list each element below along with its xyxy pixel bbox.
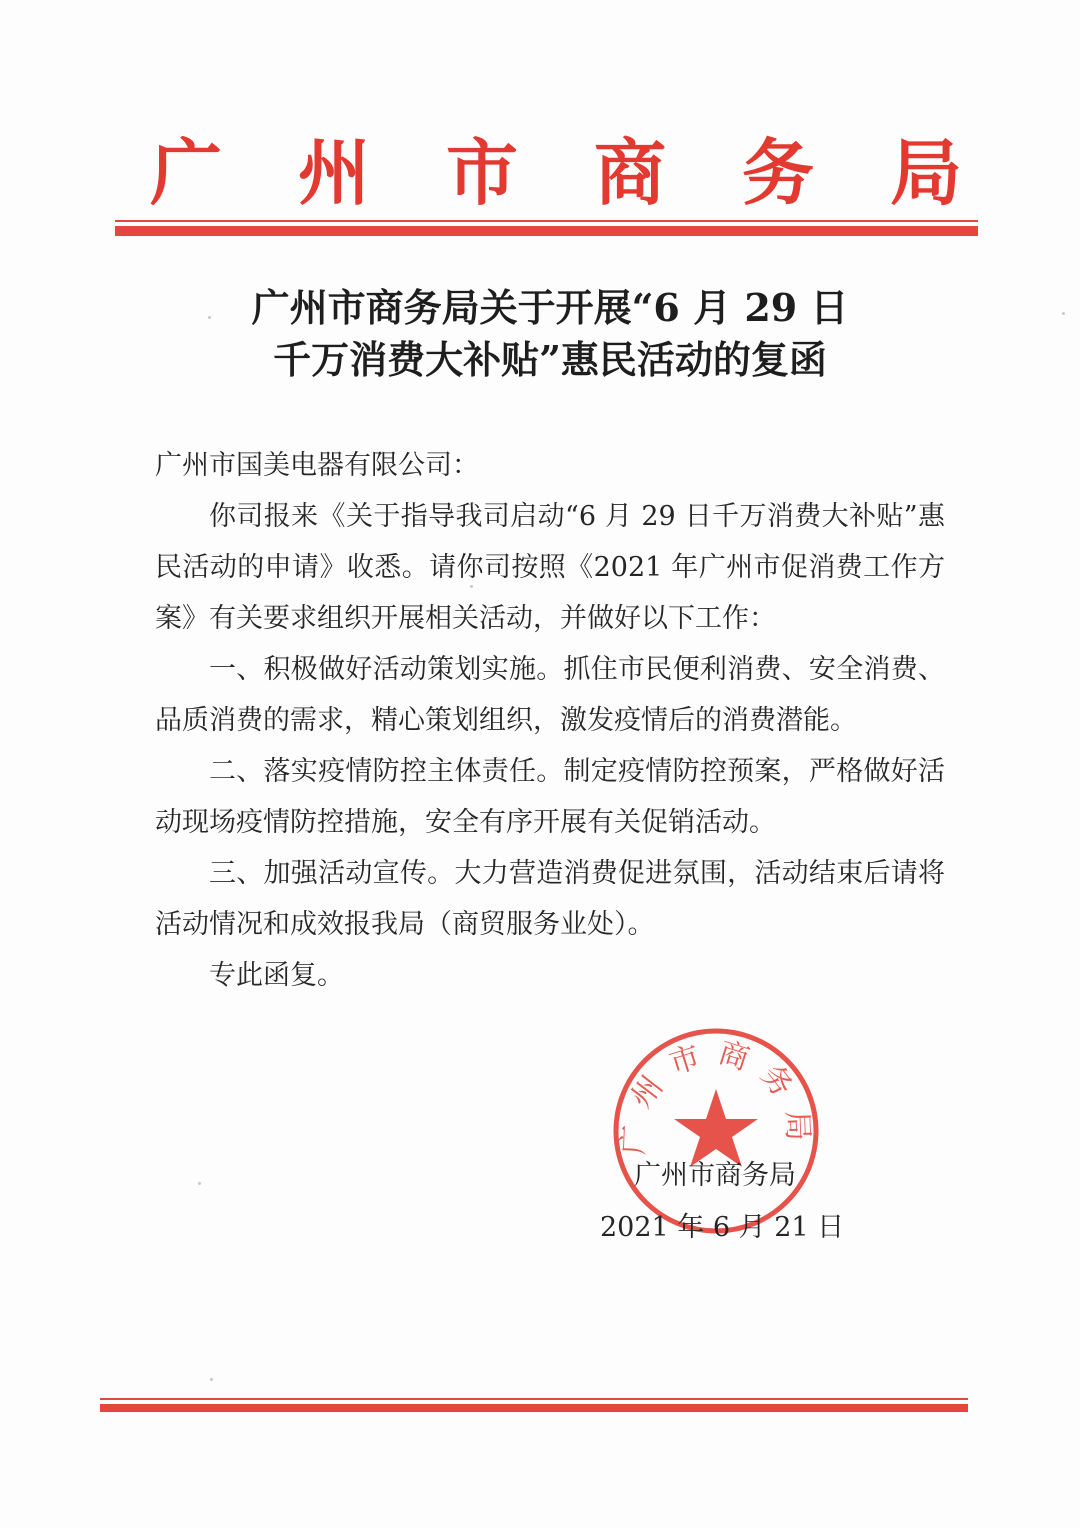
signature-date: 2021 年 6 月 21 日 [600,1212,845,1243]
signature-block [600,1150,845,1254]
header-red-rule-thin [115,220,978,222]
header-red-rule [115,226,978,236]
body-paragraph-item-2: 二、落实疫情防控主体责任。制定疫情防控预案，严格做好活动现场疫情防控措施，安全有序开展有关促销活动。 [155,756,945,838]
footer-red-rule-thin [100,1398,968,1400]
red-header-org-title: 广州市商务局 [150,130,1039,215]
body-paragraph-intro: 你司报来《关于指导我司启动“6 月 29 日千万消费大补贴”惠民活动的申请》收悉。请你司按照《2021 年广州市促消费工作方案》有关要求组织开展相关活动，并做好以下工作： [155,501,945,634]
scan-speck [1062,312,1065,315]
document-title [150,282,950,386]
scan-speck [198,1182,201,1185]
recipient-line: 广州市国美电器有限公司： [155,450,479,481]
body-paragraph-item-1: 一、积极做好活动策划实施。抓住市民便利消费、安全消费、品质消费的需求，精心策划组织，激发疫情后的消费潜能。 [155,654,945,736]
seal-ring-text: 广州市商务局 [616,1035,816,1156]
scan-speck [210,1378,213,1381]
document-title-line-1: 广州市商务局关于开展“6 月 29 日 [251,285,849,330]
document-title-line-2: 千万消费大补贴”惠民活动的复函 [273,337,827,382]
body-paragraph-item-3: 三、加强活动宣传。大力营造消费促进氛围，活动结束后请将活动情况和成效报我局（商贸服务业处）。 [155,858,945,940]
body-paragraph-closing: 专此函复。 [209,960,344,991]
letter-body [155,440,945,1001]
footer-red-rule [100,1404,968,1412]
scan-speck [470,585,473,588]
scan-speck [208,316,211,319]
signature-org: 广州市商务局 [634,1160,796,1191]
